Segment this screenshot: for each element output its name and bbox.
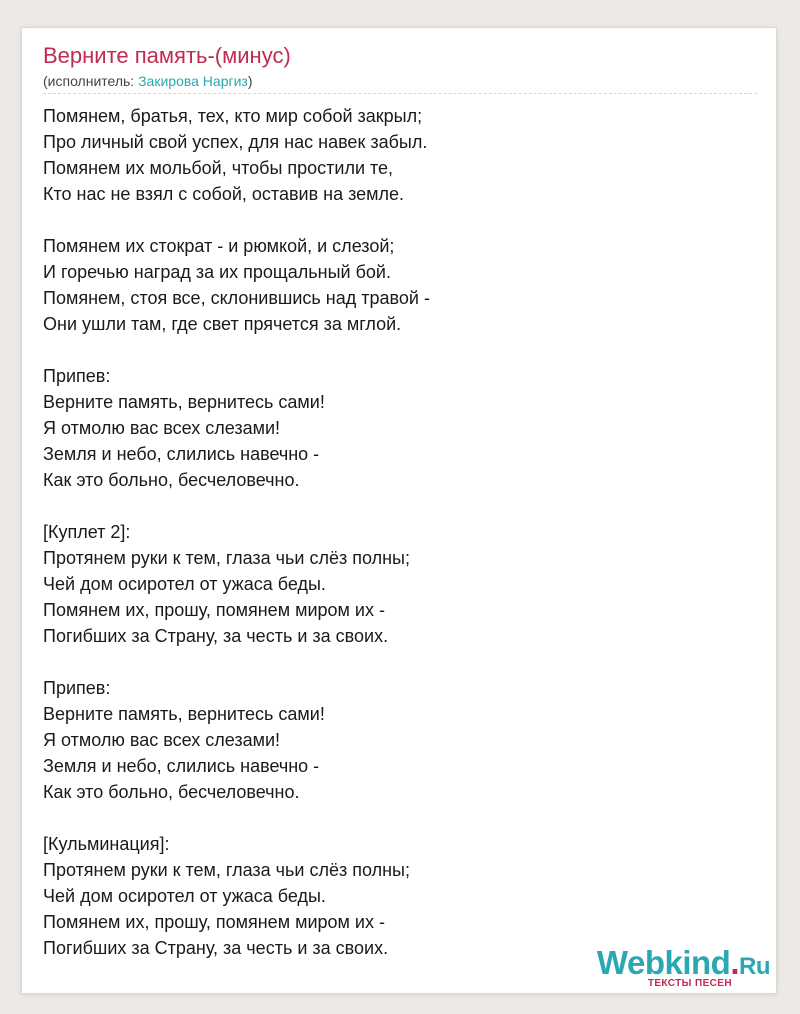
lyric-line: Протянем руки к тем, глаза чьи слёз полны; [43,548,410,568]
logo-tld: Ru [739,953,770,980]
lyric-line: Припев: [43,678,111,698]
lyric-line: Протянем руки к тем, глаза чьи слёз полны; [43,860,410,880]
lyric-line: Кто нас не взял с собой, оставив на земле. [43,184,405,204]
lyric-line: Про личный свой успех, для нас навек забыл. [43,132,428,152]
lyric-line: Земля и небо, слились навечно - [43,756,320,776]
webkind-logo[interactable] [580,945,770,989]
stanza [43,233,758,337]
logo-dot: . [730,944,739,981]
lyrics-body [43,103,758,987]
lyric-line: Земля и небо, слились навечно - [43,444,320,464]
stanza [43,831,758,961]
lyric-line: Помянем их, прошу, помянем миром их - [43,600,385,620]
stanza [43,519,758,649]
song-title: Верните память-(минус) [43,43,291,68]
lyrics-card [22,28,776,993]
artist-prefix: (исполнитель: [43,73,139,89]
lyric-line: Они ушли там, где свет прячется за мглой. [43,314,402,334]
lyric-line: Помянем их, прошу, помянем миром их - [43,912,385,932]
lyric-line: Чей дом осиротел от ужаса беды. [43,886,326,906]
lyric-line: Как это больно, бесчеловечно. [43,782,300,802]
artist-suffix: ) [247,73,253,89]
title-divider [43,93,757,94]
lyric-line: Как это больно, бесчеловечно. [43,470,300,490]
lyric-line: Помянем, стоя все, склонившись над травой - [43,288,430,308]
lyric-line: [Кульминация]: [43,834,170,854]
lyric-line: Помянем их мольбой, чтобы простили те, [43,158,394,178]
lyric-line: [Куплет 2]: [43,522,131,542]
stanza [43,363,758,493]
lyric-line: Помянем их стократ - и рюмкой, и слезой; [43,236,395,256]
lyric-line: Погибших за Страну, за честь и за своих. [43,626,389,646]
lyric-line: Помянем, братья, тех, кто мир собой закрыл; [43,106,423,126]
lyric-line: Я отмолю вас всех слезами! [43,418,281,438]
lyric-line: И горечью наград за их прощальный бой. [43,262,391,282]
stanza [43,675,758,805]
logo-tagline: ТЕКСТЫ ПЕСЕН [647,978,732,989]
logo-word: Webkind [596,944,731,981]
stanza [43,103,758,207]
artist-line [43,72,253,90]
lyric-line: Погибших за Страну, за честь и за своих. [43,938,389,958]
artist-link[interactable]: Закирова Наргиз [138,73,248,89]
lyric-line: Я отмолю вас всех слезами! [43,730,281,750]
lyric-line: Припев: [43,366,111,386]
lyric-line: Верните память, вернитесь сами! [43,392,325,412]
lyric-line: Верните память, вернитесь сами! [43,704,325,724]
lyric-line: Чей дом осиротел от ужаса беды. [43,574,326,594]
